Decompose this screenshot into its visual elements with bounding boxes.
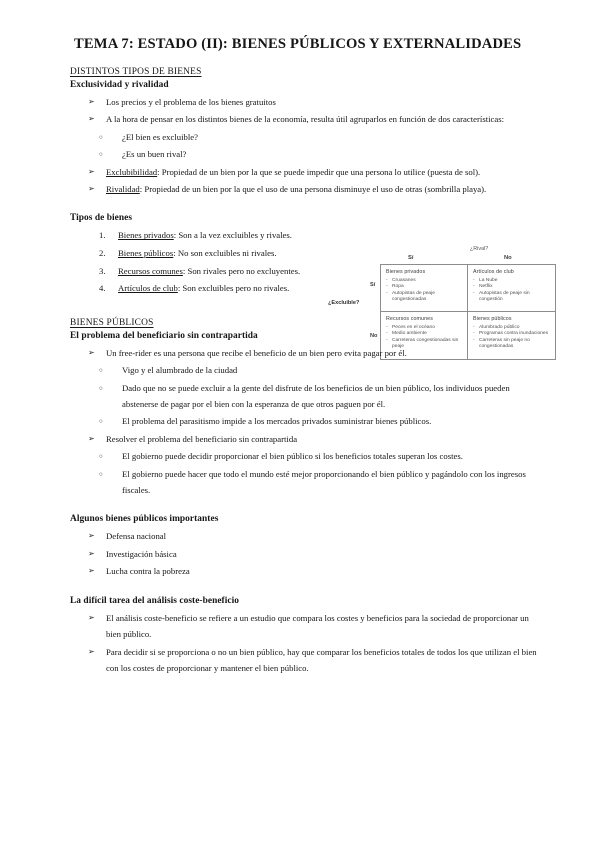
matrix-cell-item-label: Programas contra inundaciones: [479, 331, 549, 337]
section-heading-bienes-publicos: BIENES PÚBLICOS: [70, 317, 154, 328]
list-item: [70, 466, 542, 499]
arrow-bullet-icon: ➢: [88, 114, 95, 124]
matrix-cell-item: [473, 291, 551, 304]
arrow-bullet-icon: ➢: [88, 548, 95, 558]
arrow-bullet-icon: ➢: [88, 531, 95, 541]
list-item-label: A la hora de pensar en los distintos bienes de la economía, resulta útil agruparlos en función de dos características:: [106, 114, 505, 125]
matrix-cell-title: Recursos comunes: [386, 315, 433, 322]
matrix-row-header-si: Sí: [370, 282, 376, 288]
subheading-problema-beneficiario: El problema del beneficiario sin contrapartida: [70, 330, 258, 341]
arrow-bullet-icon: ➢: [88, 612, 95, 622]
dash-icon: -: [473, 324, 475, 330]
list-item: [70, 129, 542, 145]
list-item: [70, 610, 542, 643]
page-title: TEMA 7: ESTADO (II): BIENES PÚBLICOS Y EXTERNALIDADES: [74, 36, 522, 52]
list-item-number: 2.: [99, 248, 106, 259]
subheading-exclusividad-rivalidad: Exclusividad y rivalidad: [70, 80, 169, 90]
list-item-label: El gobierno puede hacer que todo el mundo esté mejor proporcionando el bien público y pagándolo con los ingresos fiscales.: [122, 468, 526, 496]
subheading-coste-beneficio: La difícil tarea del análisis coste-beneficio: [70, 595, 239, 606]
list-free-rider: [70, 345, 542, 361]
dash-icon: -: [386, 290, 388, 296]
matrix-cell-item: [473, 284, 551, 291]
list-item: [70, 448, 542, 464]
arrow-bullet-icon: ➢: [88, 184, 95, 194]
list-item: [70, 546, 542, 562]
circle-bullet-icon: ○: [99, 384, 103, 392]
circle-bullet-icon: ○: [99, 470, 103, 478]
definition-term: Rivalidad: [106, 184, 140, 195]
dash-icon: -: [386, 324, 388, 330]
list-bienes-importantes: [70, 528, 542, 579]
list-item: [70, 345, 542, 361]
list-item-term: Bienes públicos: [118, 248, 174, 259]
list-item: [70, 563, 542, 579]
list-item-text: : Son excluibles pero no rivales.: [177, 283, 290, 294]
list-item-number: 3.: [99, 265, 106, 276]
arrow-bullet-icon: ➢: [88, 646, 95, 656]
definition-text: : Propiedad de un bien por la que se puede impedir que una persona lo utilice (puesta de sol).: [157, 166, 481, 177]
matrix-cell-item: [386, 331, 463, 338]
list-item-label: El gobierno puede decidir proporcionar el bien público si los beneficios totales superan los costes.: [122, 451, 463, 462]
matrix-row-header-no: No: [370, 333, 378, 339]
list-item: [70, 644, 542, 677]
matrix-row-axis-label: ¿Excluible?: [328, 300, 360, 306]
dash-icon: -: [473, 277, 475, 283]
arrow-bullet-icon: ➢: [88, 97, 95, 106]
matrix-column-header-si: Sí: [408, 255, 414, 261]
list-item-label: Los precios y el problema de los bienes gratuitos: [106, 97, 276, 107]
dash-icon: -: [473, 331, 475, 337]
matrix-cell-item: [386, 284, 463, 291]
matrix-cell-item-label: Alumbrado público: [479, 324, 520, 330]
matrix-cell-articulos-de-club: [468, 265, 555, 312]
list-item-term: Bienes privados: [118, 230, 174, 241]
list-item-text: : No son excluibles ni rivales.: [173, 248, 277, 259]
definition-text: : Propiedad de un bien por la que el uso de una persona disminuye el uso de otras (sombrilla playa).: [139, 184, 487, 195]
list-item: [70, 111, 542, 127]
list-item-label: El problema del parasitismo impide a los mercados privados suministrar bienes públicos.: [122, 416, 432, 427]
arrow-bullet-icon: ➢: [88, 433, 95, 443]
matrix-column-axis-label: ¿Rival?: [470, 246, 489, 252]
subheading-tipos-de-bienes: Tipos de bienes: [70, 213, 133, 224]
matrix-cell-title: Bienes privados: [386, 268, 426, 275]
circle-bullet-icon: ○: [99, 367, 103, 375]
list-item: [70, 362, 542, 378]
list-item: [70, 227, 542, 245]
dash-icon: -: [473, 290, 475, 296]
list-resolver-details: [70, 448, 542, 498]
arrow-bullet-icon: ➢: [88, 347, 95, 357]
list-item-term: Recursos comunes: [118, 265, 183, 276]
list-item-label: Defensa nacional: [106, 531, 167, 542]
list-item: [70, 413, 542, 429]
matrix-cell-item-label: Netflix: [479, 284, 493, 290]
matrix-cell-title: Bienes públicos: [473, 315, 512, 322]
matrix-cell-item-label: Medio ambiente: [392, 331, 427, 337]
dash-icon: -: [386, 337, 388, 343]
list-item-label: El análisis coste-beneficio se refiere a un estudio que compara los costes y beneficios para la sociedad de proporcionar un bien público.: [106, 612, 529, 640]
dash-icon: -: [473, 337, 475, 343]
list-resolver-problema: [70, 431, 542, 447]
matrix-cell-bienes-privados: [381, 265, 468, 312]
arrow-bullet-icon: ➢: [88, 566, 95, 576]
matrix-cell-title: Artículos de club: [473, 268, 514, 275]
matrix-cell-item-label: Carreteras congestionadas sin peaje: [392, 337, 459, 350]
list-free-rider-details: [70, 362, 542, 430]
list-item: [70, 164, 542, 180]
list-item-label: Lucha contra la pobreza: [106, 566, 190, 577]
dash-icon: -: [386, 284, 388, 290]
matrix-cell-item-label: Cruasanes: [392, 277, 416, 283]
matrix-cell-item-label: Autopistas de peaje congestionadas: [392, 290, 435, 303]
matrix-cell-item: [386, 291, 463, 304]
list-item: [70, 94, 542, 110]
list-item-label: Dado que no se puede excluir a la gente del disfrute de los beneficios de un bien público, los individuos pueden abstenerse de pagar por el bien con la esperanza de que otros paguen por él.: [122, 382, 510, 410]
dash-icon: -: [386, 277, 388, 283]
list-item-label: Investigación básica: [106, 548, 177, 559]
list-item-number: 4.: [99, 283, 106, 294]
list-item: [70, 380, 542, 413]
list-item-label: ¿El bien es excluible?: [122, 131, 198, 142]
matrix-cell-item-label: Peces en el océano: [392, 324, 435, 330]
list-item: [70, 146, 542, 162]
list-item: [70, 528, 542, 544]
circle-bullet-icon: ○: [99, 418, 103, 426]
list-exclusividad: [70, 94, 542, 128]
list-item: [70, 431, 542, 447]
subheading-bienes-importantes: Algunos bienes públicos importantes: [70, 514, 219, 525]
matrix-cell-item-label: Ropa: [392, 284, 404, 290]
list-item-term: Artículos de club: [118, 283, 178, 294]
list-definiciones: [70, 164, 542, 198]
arrow-bullet-icon: ➢: [88, 166, 95, 176]
circle-bullet-icon: ○: [99, 453, 103, 461]
list-item-label: Para decidir si se proporciona o no un bien público, hay que comparar los beneficios totales de todos los que utilizan el bien con los costes de proporcionar y mantener el bien público.: [106, 646, 537, 673]
list-item-label: ¿Es un buen rival?: [122, 149, 187, 160]
list-caracteristicas: [70, 129, 542, 163]
list-item-label: Un free-rider es una persona que recibe el beneficio de un bien pero evita pagar por él.: [106, 347, 407, 358]
list-item-label: Resolver el problema del beneficiario sin contrapartida: [106, 433, 298, 444]
matrix-cell-item-label: Autopistas de peaje sin congestión: [479, 290, 530, 303]
dash-icon: -: [473, 284, 475, 290]
dash-icon: -: [386, 331, 388, 337]
list-item-label: Vigo y el alumbrado de la ciudad: [122, 365, 238, 376]
list-item-number: 1.: [99, 230, 106, 241]
matrix-cell-item: [473, 331, 551, 338]
list-item-text: : Son rivales pero no excluyentes.: [182, 265, 301, 276]
list-item: [70, 181, 542, 197]
matrix-cell-item-label: La Nube: [479, 277, 498, 283]
circle-bullet-icon: ○: [99, 133, 103, 141]
matrix-cell-item-label: Carreteras sin peaje no congestionadas: [479, 337, 530, 350]
circle-bullet-icon: ○: [99, 151, 103, 159]
definition-term: Exclubibilidad: [106, 166, 158, 177]
matrix-column-header-no: No: [504, 255, 512, 261]
section-heading-tipos-bienes: DISTINTOS TIPOS DE BIENES: [70, 67, 202, 77]
list-coste-beneficio: [70, 610, 542, 677]
list-item-text: : Son a la vez excluibles y rivales.: [173, 230, 292, 241]
